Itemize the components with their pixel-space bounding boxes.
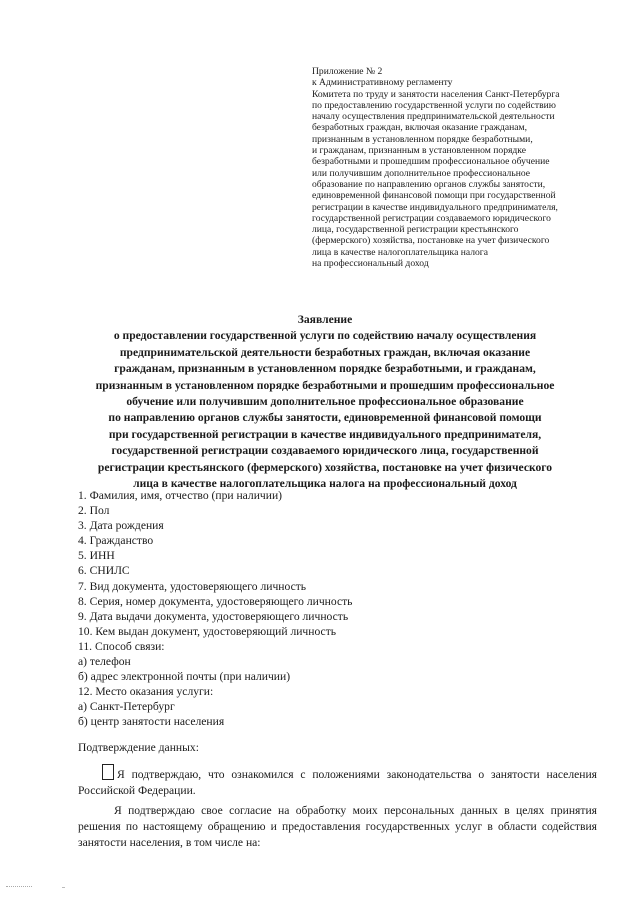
field-id-document-type: 7. Вид документа, удостоверяющего личность <box>78 579 307 593</box>
field-id-document-issue-date: 9. Дата выдачи документа, удостоверяющего личность <box>78 609 349 623</box>
appendix-line: началу осуществления предпринимательской деятельности <box>312 111 555 123</box>
acknowledge-text: Я подтверждаю, что ознакомился с положениями законодательства о занятости населения Российской Федерации. <box>78 768 597 797</box>
appendix-line: единовременной финансовой помощи при государственной <box>312 190 556 202</box>
appendix-line: лица, государственной регистрации крестьянского <box>312 224 519 236</box>
field-birth-date: 3. Дата рождения <box>78 519 164 533</box>
title-line: лица в качестве налогоплательщика налога на профессиональный доход <box>133 477 517 491</box>
field-inn: 5. ИНН <box>78 549 115 563</box>
scan-artifact <box>6 886 32 888</box>
confirmation-paragraph-2: Я подтверждаю свое согласие на обработку моих персональных данных в целях принятия решения по настоящему обращению и предоставления государственных услуг в области содействия занятости населения, в том числе на: <box>78 804 597 849</box>
field-full-name: 1. Фамилия, имя, отчество (при наличии) <box>78 489 283 502</box>
confirmation-paragraph-1 <box>78 764 597 799</box>
appendix-line: безработных граждан, включая оказание гражданам, <box>312 122 528 134</box>
field-id-document-number: 8. Серия, номер документа, удостоверяющего личность <box>78 594 353 608</box>
appendix-line: или получившим дополнительное профессиональное <box>312 167 531 179</box>
fields-list <box>78 488 598 730</box>
appendix-line: регистрации в качестве индивидуального предпринимателя, <box>312 201 558 213</box>
field-contact-email: б) адрес электронной почты (при наличии) <box>78 670 291 684</box>
confirmation-heading: Подтверждение данных: <box>78 741 199 754</box>
title-line: регистрации крестьянского (фермерского) хозяйства, постановке на учет физического <box>97 460 553 474</box>
title-line: о предоставлении государственной услуги по содействию началу осуществления <box>113 329 537 343</box>
title-line: признанным в установленном порядке безработными и прошедшим профессиональное <box>95 378 555 392</box>
field-service-location: 12. Место оказания услуги: <box>78 685 214 699</box>
appendix-line: лица в качестве налогоплательщика налога <box>312 246 488 258</box>
appendix-line: безработными и прошедшим профессиональное обучение <box>312 156 550 168</box>
field-snils: 6. СНИЛС <box>78 564 130 578</box>
appendix-line: по предоставлению государственной услуги по содействию <box>312 99 556 111</box>
title-line: при государственной регистрации в качестве индивидуального предпринимателя, <box>108 427 542 441</box>
field-location-employment-center: б) центр занятости населения <box>78 715 225 729</box>
field-contact-method: 11. Способ связи: <box>78 639 165 653</box>
appendix-block <box>312 66 612 269</box>
appendix-line: (фермерского) хозяйства, постановке на учет физического <box>312 235 550 247</box>
field-id-document-issuer: 10. Кем выдан документ, удостоверяющий личность <box>78 624 337 638</box>
appendix-line: образование по направлению органов службы занятости, <box>312 178 546 190</box>
title-heading: Заявление <box>297 313 353 326</box>
title-line: государственной регистрации создаваемого юридического лица, государственной <box>111 444 539 458</box>
field-location-spb: а) Санкт-Петербург <box>78 700 175 714</box>
appendix-line: признанным в установленном порядке безработными, <box>312 133 533 145</box>
appendix-line: на профессиональный доход <box>312 258 429 270</box>
acknowledge-checkbox[interactable] <box>102 764 114 780</box>
title-line: обучение или получившим дополнительное профессиональное образование <box>126 395 524 409</box>
title-line: гражданам, признанным в установленном порядке безработными, и гражданам, <box>114 362 536 376</box>
appendix-line: Приложение № 2 <box>312 66 383 77</box>
title-line: предпринимательской деятельности безработных граждан, включая оказание <box>119 345 531 359</box>
scan-artifact <box>62 887 65 888</box>
title-line: по направлению органов службы занятости, единовременной финансовой помощи <box>108 411 542 425</box>
application-title <box>70 312 580 492</box>
field-contact-phone: а) телефон <box>78 655 131 669</box>
appendix-line: Комитета по труду и занятости населения Санкт-Петербурга <box>312 88 560 100</box>
appendix-line: и гражданам, признанным в установленном порядке <box>312 145 526 157</box>
field-sex: 2. Пол <box>78 504 110 518</box>
appendix-line: государственной регистрации создаваемого юридического <box>312 212 551 224</box>
appendix-line: к Административному регламенту <box>312 77 453 89</box>
field-citizenship: 4. Гражданство <box>78 534 154 548</box>
